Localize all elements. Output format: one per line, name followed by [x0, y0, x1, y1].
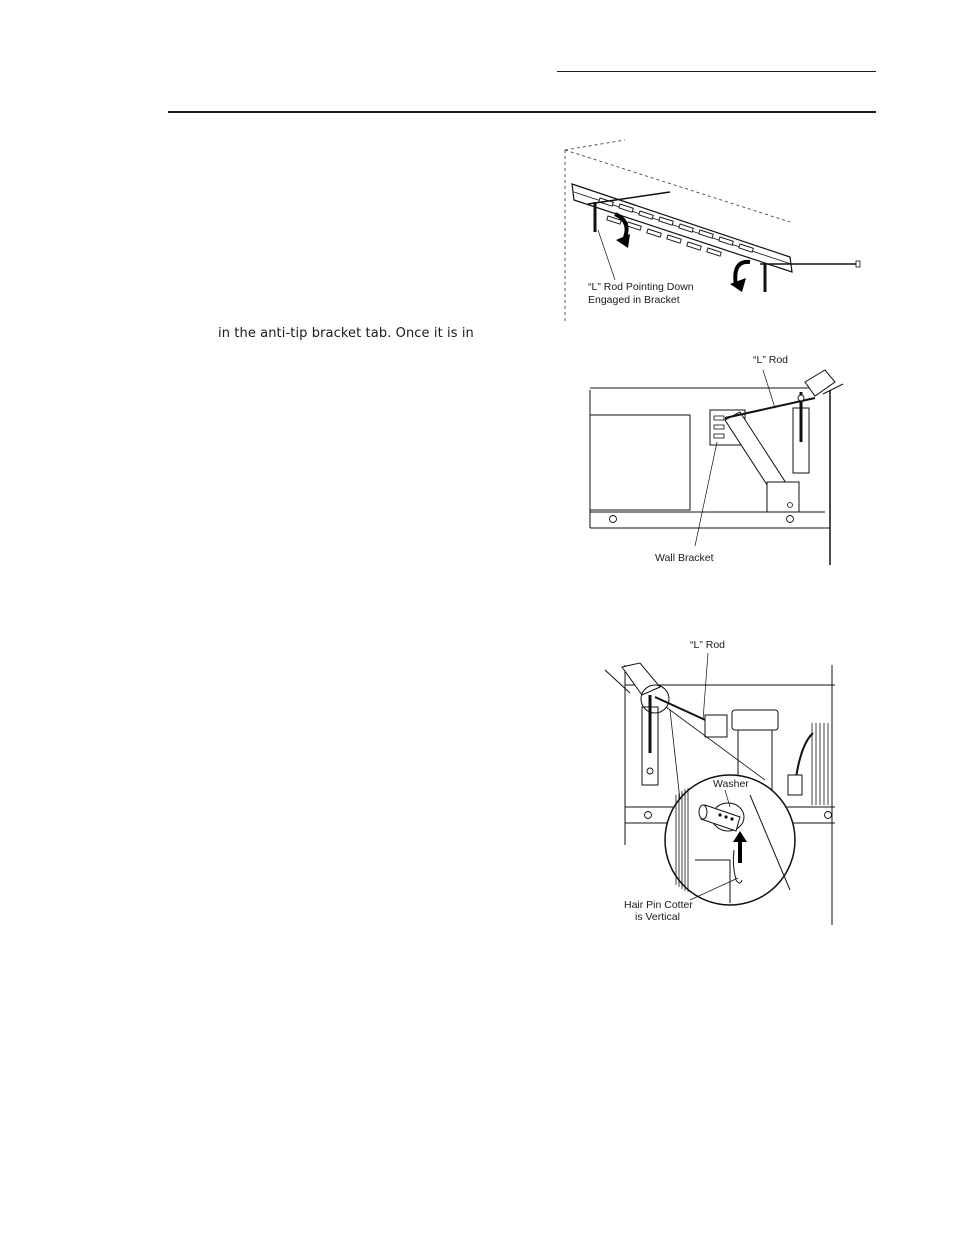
- header-rule-long: [168, 111, 876, 113]
- figure-3-label-washer: Washer: [713, 778, 749, 790]
- header-rule-short: [557, 71, 876, 72]
- body-text-fragment: in the anti-tip bracket tab. Once it is in: [218, 326, 474, 341]
- figure-2-label-bracket: Wall Bracket: [655, 552, 714, 564]
- figure-washer-detail-drawing: [600, 635, 840, 925]
- figure-1-label-line2: Engaged in Bracket: [588, 294, 680, 306]
- figure-wall-bracket: [585, 350, 845, 570]
- figure-l-rod-engaged-drawing: [560, 132, 880, 322]
- figure-l-rod-engaged: [560, 132, 880, 322]
- figure-1-label-line1: “L” Rod Pointing Down: [588, 281, 694, 293]
- figure-3-label-rod: “L” Rod: [690, 639, 726, 651]
- figure-washer-detail: [600, 635, 840, 925]
- figure-3-label-pin-line2: is Vertical: [635, 911, 680, 923]
- figure-3-label-pin-line1: Hair Pin Cotter: [624, 899, 693, 911]
- figure-2-label-rod: “L” Rod: [753, 354, 789, 366]
- figure-wall-bracket-drawing: [585, 350, 845, 570]
